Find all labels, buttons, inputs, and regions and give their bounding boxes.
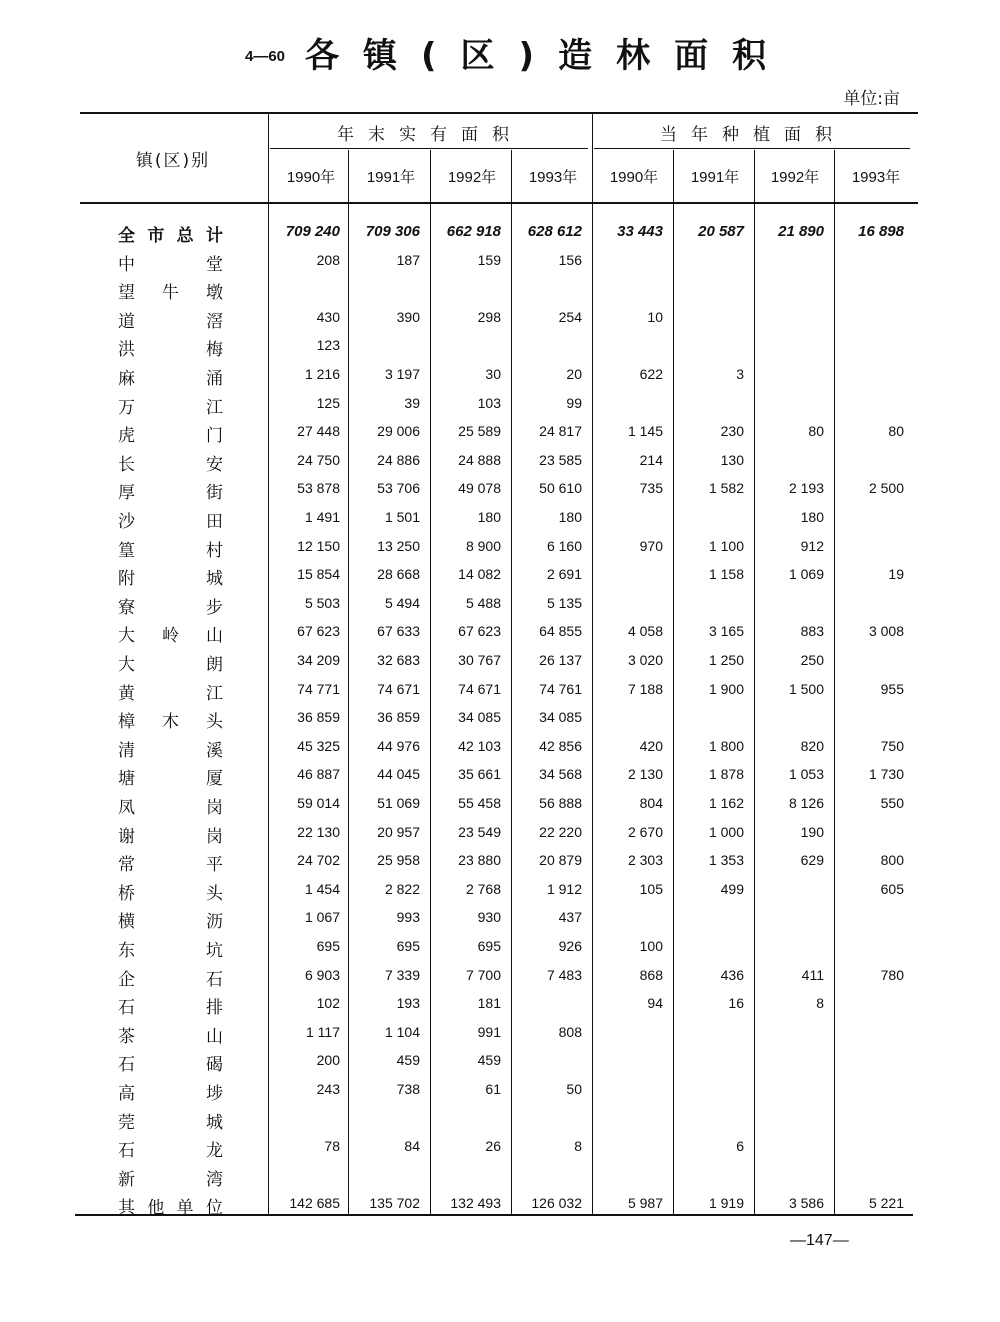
table-cell: 99 (566, 395, 582, 411)
table-cell: 30 (485, 366, 501, 382)
table-cell: 80 (808, 423, 824, 439)
table-cell: 53 706 (377, 480, 420, 496)
table-cell: 19 (888, 566, 904, 582)
page-number: —147— (790, 1232, 849, 1249)
row-label-char: 厦 (206, 769, 223, 789)
table-cell: 1 500 (788, 681, 824, 697)
row-label-char: 茶 (118, 1027, 135, 1047)
table-cell: 7 339 (384, 967, 420, 983)
row-label-char: 平 (206, 855, 223, 875)
table-cell: 26 137 (539, 652, 582, 668)
table-cell: 1 250 (708, 652, 744, 668)
row-label-char: 新 (118, 1170, 135, 1190)
year-header: 1993年 (851, 169, 901, 186)
table-cell: 180 (800, 509, 824, 525)
row-label-char: 他 (147, 1198, 165, 1218)
table-cell: 1 878 (708, 766, 744, 782)
table-cell: 180 (477, 509, 501, 525)
table-cell: 1 491 (304, 509, 340, 525)
row-label-char: 木 (162, 712, 179, 732)
row-label-char: 黄 (118, 684, 135, 704)
row-label-char: 长 (118, 455, 135, 475)
table-cell: 181 (477, 995, 501, 1011)
table-cell: 820 (800, 738, 824, 754)
table-cell: 695 (396, 938, 420, 954)
row-label-char: 田 (206, 512, 223, 532)
table-cell: 14 082 (458, 566, 501, 582)
table-cell: 8 (574, 1138, 582, 1154)
table-cell: 8 900 (465, 538, 501, 554)
table-cell: 25 589 (458, 423, 501, 439)
table-cell: 132 493 (450, 1195, 501, 1211)
row-label-char: 企 (118, 970, 135, 990)
table-cell: 59 014 (297, 795, 340, 811)
table-cell: 15 854 (297, 566, 340, 582)
row-label-char: 中 (118, 255, 135, 275)
table-cell: 883 (800, 623, 824, 639)
table-cell: 80 (888, 423, 904, 439)
table-cell: 5 987 (627, 1195, 663, 1211)
table-cell: 622 (639, 366, 663, 382)
table-cell: 628 612 (527, 223, 582, 240)
group-underline-1 (270, 148, 588, 149)
table-cell: 662 918 (446, 223, 501, 240)
row-label-char: 道 (118, 312, 135, 332)
table-cell: 2 303 (627, 852, 663, 868)
row-label-char: 樟 (118, 712, 135, 732)
table-cell: 20 957 (377, 824, 420, 840)
table-cell: 84 (404, 1138, 420, 1154)
table-cell: 254 (558, 309, 582, 325)
row-label-char: 山 (206, 1027, 223, 1047)
table-cell: 926 (558, 938, 582, 954)
table-cell: 61 (485, 1081, 501, 1097)
table-cell: 78 (324, 1138, 340, 1154)
table-cell: 45 325 (297, 738, 340, 754)
table-cell: 436 (720, 967, 744, 983)
table-cell: 74 761 (539, 681, 582, 697)
table-cell: 46 887 (297, 766, 340, 782)
table-cell: 208 (316, 252, 340, 268)
table-cell: 2 768 (465, 881, 501, 897)
table-cell: 1 069 (788, 566, 824, 582)
table-cell: 26 (485, 1138, 501, 1154)
table-cell: 868 (639, 967, 663, 983)
table-cell: 930 (477, 909, 501, 925)
header-bottom-rule (80, 202, 918, 204)
table-cell: 2 500 (868, 480, 904, 496)
table-cell: 200 (316, 1052, 340, 1068)
row-label-char: 麻 (118, 369, 135, 389)
table-cell: 125 (316, 395, 340, 411)
table-cell: 49 078 (458, 480, 501, 496)
table-cell: 970 (639, 538, 663, 554)
table-cell: 67 623 (458, 623, 501, 639)
table-cell: 738 (396, 1081, 420, 1097)
row-label-char: 篁 (118, 541, 135, 561)
table-cell: 1 067 (304, 909, 340, 925)
row-label-char: 安 (206, 455, 223, 475)
year-header: 1992年 (770, 169, 820, 186)
table-cell: 12 150 (297, 538, 340, 554)
table-cell: 499 (720, 881, 744, 897)
row-label-char: 门 (206, 426, 223, 446)
table-cell: 103 (477, 395, 501, 411)
table-cell: 808 (558, 1024, 582, 1040)
table-cell: 24 888 (458, 452, 501, 468)
table-cell: 1 145 (627, 423, 663, 439)
row-label-char: 沙 (118, 512, 135, 532)
row-label-char: 岭 (162, 626, 179, 646)
year-header: 1990年 (609, 169, 659, 186)
table-cell: 550 (880, 795, 904, 811)
table-cell: 1 454 (304, 881, 340, 897)
table-cell: 709 240 (285, 223, 340, 240)
row-label-char: 头 (206, 884, 223, 904)
table-cell: 193 (396, 995, 420, 1011)
table-cell: 243 (316, 1081, 340, 1097)
row-label-char: 计 (206, 226, 223, 246)
table-cell: 50 610 (539, 480, 582, 496)
table-cell: 23 585 (539, 452, 582, 468)
row-label-char: 石 (118, 998, 135, 1018)
table-cell: 29 006 (377, 423, 420, 439)
row-label-char: 位 (206, 1198, 223, 1218)
row-label-char: 头 (206, 712, 223, 732)
table-cell: 695 (316, 938, 340, 954)
row-label-char: 沥 (206, 912, 223, 932)
row-label-char: 岗 (206, 798, 223, 818)
table-cell: 33 443 (617, 223, 663, 240)
row-label-char: 涌 (206, 369, 223, 389)
table-cell: 750 (880, 738, 904, 754)
row-label-char: 步 (206, 598, 223, 618)
row-label-char: 望 (118, 283, 135, 303)
table-cell: 105 (639, 881, 663, 897)
table-cell: 695 (477, 938, 501, 954)
table-cell: 24 817 (539, 423, 582, 439)
table-cell: 1 000 (708, 824, 744, 840)
year-header: 1991年 (690, 169, 740, 186)
table-cell: 2 130 (627, 766, 663, 782)
row-label-char: 滘 (206, 312, 223, 332)
table-cell: 180 (558, 509, 582, 525)
table-cell: 3 165 (708, 623, 744, 639)
table-cell: 5 503 (304, 595, 340, 611)
table-cell: 32 683 (377, 652, 420, 668)
row-label-char: 单 (176, 1198, 194, 1218)
table-cell: 230 (720, 423, 744, 439)
table-cell: 24 750 (297, 452, 340, 468)
table-cell: 20 879 (539, 852, 582, 868)
row-label-char: 江 (206, 684, 223, 704)
table-cell: 3 (736, 366, 744, 382)
table-cell: 1 117 (306, 1024, 340, 1040)
table-cell: 5 488 (465, 595, 501, 611)
table-cell: 16 898 (858, 223, 904, 240)
row-label-char: 溪 (206, 741, 223, 761)
table-cell: 2 691 (546, 566, 582, 582)
table-cell: 130 (720, 452, 744, 468)
row-label-char: 附 (118, 569, 135, 589)
table-cell: 2 670 (627, 824, 663, 840)
row-label-char: 石 (118, 1141, 135, 1161)
table-cell: 3 008 (868, 623, 904, 639)
row-label-char: 岗 (206, 827, 223, 847)
table-cell: 44 976 (377, 738, 420, 754)
table-cell: 804 (639, 795, 663, 811)
table-cell: 13 250 (377, 538, 420, 554)
row-label-char: 城 (206, 1113, 223, 1133)
table-cell: 4 058 (627, 623, 663, 639)
table-cell: 123 (316, 337, 340, 353)
table-cell: 7 483 (546, 967, 582, 983)
row-label-char: 村 (206, 541, 223, 561)
year-header: 1993年 (528, 169, 578, 186)
row-label-char: 碣 (206, 1055, 223, 1075)
table-cell: 5 221 (868, 1195, 904, 1211)
table-cell: 34 085 (458, 709, 501, 725)
table-cell: 44 045 (377, 766, 420, 782)
row-label-char: 万 (118, 398, 135, 418)
table-cell: 8 (816, 995, 824, 1011)
table-cell: 34 568 (539, 766, 582, 782)
table-cell: 912 (800, 538, 824, 554)
row-label-char: 堂 (206, 255, 223, 275)
table-cell: 74 771 (297, 681, 340, 697)
row-label-char: 牛 (162, 283, 179, 303)
table-cell: 6 (736, 1138, 744, 1154)
table-cell: 430 (316, 309, 340, 325)
table-cell: 142 685 (289, 1195, 340, 1211)
table-cell: 126 032 (531, 1195, 582, 1211)
table-cell: 5 494 (384, 595, 420, 611)
table-cell: 214 (639, 452, 663, 468)
table-cell: 629 (800, 852, 824, 868)
table-cell: 36 859 (297, 709, 340, 725)
row-label-char: 凤 (118, 798, 135, 818)
year-header: 1992年 (447, 169, 497, 186)
row-label-char: 龙 (206, 1141, 223, 1161)
table-cell: 36 859 (377, 709, 420, 725)
table-cell: 42 103 (458, 738, 501, 754)
table-cell: 459 (396, 1052, 420, 1068)
row-label-char: 山 (206, 626, 223, 646)
table-cell: 3 197 (384, 366, 420, 382)
row-label-char: 石 (206, 970, 223, 990)
table-cell: 993 (396, 909, 420, 925)
table-cell: 56 888 (539, 795, 582, 811)
table-cell: 16 (728, 995, 744, 1011)
table-cell: 190 (800, 824, 824, 840)
table-cell: 34 209 (297, 652, 340, 668)
group-header-planted: 当年种植面积 (660, 125, 846, 145)
row-label-char: 高 (118, 1084, 135, 1104)
table-cell: 1 353 (708, 852, 744, 868)
table-cell: 605 (880, 881, 904, 897)
row-label-char: 常 (118, 855, 135, 875)
row-label-char: 墩 (206, 283, 223, 303)
table-cell: 39 (404, 395, 420, 411)
table-cell: 30 767 (458, 652, 501, 668)
table-cell: 250 (800, 652, 824, 668)
row-label-char: 厚 (118, 483, 135, 503)
bottom-rule (75, 1214, 913, 1216)
table-cell: 1 900 (708, 681, 744, 697)
table-cell: 22 130 (297, 824, 340, 840)
table-number: 4—60 (245, 48, 286, 65)
row-label-char: 虎 (118, 426, 135, 446)
table-cell: 24 886 (377, 452, 420, 468)
table-cell: 74 671 (377, 681, 420, 697)
row-label-header: 镇(区)别 (135, 151, 211, 171)
year-header: 1990年 (286, 169, 336, 186)
table-cell: 411 (801, 967, 824, 983)
row-label-char: 洪 (118, 340, 135, 360)
table-cell: 437 (558, 909, 582, 925)
table-cell: 67 623 (297, 623, 340, 639)
table-cell: 1 501 (384, 509, 420, 525)
table-cell: 21 890 (778, 223, 824, 240)
table-cell: 1 919 (708, 1195, 744, 1211)
row-label-char: 全 (118, 226, 135, 246)
row-label-char: 东 (118, 941, 135, 961)
table-cell: 135 702 (369, 1195, 420, 1211)
table-cell: 94 (647, 995, 663, 1011)
table-cell: 3 586 (788, 1195, 824, 1211)
row-label-char: 莞 (118, 1113, 135, 1133)
table-cell: 74 671 (458, 681, 501, 697)
table-cell: 2 822 (384, 881, 420, 897)
table-cell: 1 730 (868, 766, 904, 782)
row-label-char: 坑 (206, 941, 223, 961)
table-cell: 298 (477, 309, 501, 325)
top-rule (80, 112, 918, 114)
table-cell: 1 104 (384, 1024, 420, 1040)
table-cell: 159 (477, 252, 501, 268)
table-cell: 2 193 (788, 480, 824, 496)
table-cell: 1 162 (708, 795, 744, 811)
row-label-char: 埗 (206, 1084, 223, 1104)
table-cell: 156 (558, 252, 582, 268)
row-label-char: 街 (206, 483, 223, 503)
table-cell: 64 855 (539, 623, 582, 639)
table-cell: 8 126 (788, 795, 824, 811)
table-cell: 53 878 (297, 480, 340, 496)
table-cell: 7 700 (465, 967, 501, 983)
table-cell: 102 (316, 995, 340, 1011)
group-header-year-end: 年末实有面积 (337, 125, 523, 145)
table-cell: 22 220 (539, 824, 582, 840)
row-label-char: 大 (118, 655, 135, 675)
row-label-char: 桥 (118, 884, 135, 904)
table-cell: 420 (639, 738, 663, 754)
table-cell: 1 100 (708, 538, 744, 554)
table-cell: 34 085 (539, 709, 582, 725)
table-cell: 735 (639, 480, 663, 496)
row-label-char: 石 (118, 1055, 135, 1075)
year-header: 1991年 (366, 169, 416, 186)
row-label-char: 江 (206, 398, 223, 418)
table-cell: 390 (396, 309, 420, 325)
table-cell: 1 912 (546, 881, 582, 897)
table-cell: 1 216 (304, 366, 340, 382)
table-cell: 1 053 (788, 766, 824, 782)
table-cell: 20 587 (698, 223, 744, 240)
table-cell: 50 (566, 1081, 582, 1097)
table-cell: 20 (566, 366, 582, 382)
row-label-char: 市 (147, 226, 165, 246)
table-cell: 24 702 (297, 852, 340, 868)
table-cell: 780 (880, 967, 904, 983)
table-cell: 10 (647, 309, 663, 325)
row-label-char: 谢 (118, 827, 135, 847)
table-cell: 42 856 (539, 738, 582, 754)
table-title-text: 各镇(区)造林面积 (305, 36, 791, 76)
table-cell: 100 (639, 938, 663, 954)
table-cell: 51 069 (377, 795, 420, 811)
row-label-char: 湾 (206, 1170, 223, 1190)
row-label-char: 城 (206, 569, 223, 589)
table-cell: 5 135 (546, 595, 582, 611)
table-cell: 23 549 (458, 824, 501, 840)
table-cell: 800 (880, 852, 904, 868)
table-cell: 25 958 (377, 852, 420, 868)
table-cell: 28 668 (377, 566, 420, 582)
group-underline-2 (594, 148, 910, 149)
row-label-char: 寮 (118, 598, 135, 618)
table-cell: 709 306 (365, 223, 420, 240)
table-cell: 67 633 (377, 623, 420, 639)
table-cell: 27 448 (297, 423, 340, 439)
table-cell: 6 160 (546, 538, 582, 554)
unit-label: 单位:亩 (843, 89, 900, 109)
table-cell: 459 (477, 1052, 501, 1068)
table-cell: 1 800 (708, 738, 744, 754)
row-label-char: 大 (118, 626, 135, 646)
row-label-char: 其 (118, 1198, 135, 1218)
row-label-char: 梅 (206, 340, 223, 360)
table-cell: 35 661 (458, 766, 501, 782)
row-label-char: 清 (118, 741, 135, 761)
table-cell: 1 158 (708, 566, 744, 582)
table-cell: 187 (396, 252, 420, 268)
row-label-char: 朗 (206, 655, 223, 675)
table-cell: 1 582 (708, 480, 744, 496)
row-label-char: 横 (118, 912, 135, 932)
table-cell: 23 880 (458, 852, 501, 868)
table-cell: 7 188 (627, 681, 663, 697)
row-label-char: 总 (176, 226, 194, 246)
row-label-char: 塘 (118, 769, 135, 789)
row-label-char: 排 (206, 998, 223, 1018)
table-cell: 991 (477, 1024, 501, 1040)
table-cell: 955 (880, 681, 904, 697)
table-cell: 3 020 (627, 652, 663, 668)
table-cell: 6 903 (304, 967, 340, 983)
table-cell: 55 458 (458, 795, 501, 811)
